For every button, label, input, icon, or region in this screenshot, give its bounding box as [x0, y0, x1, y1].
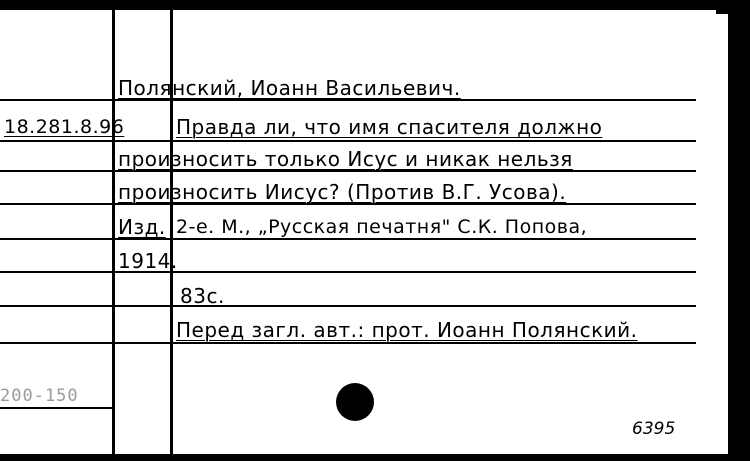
- inventory-number: 6395: [632, 419, 676, 439]
- card-edge: [716, 14, 728, 454]
- publication-year: 1914.: [118, 249, 178, 273]
- ruled-line: [0, 342, 696, 344]
- edition-label: Изд.: [118, 215, 166, 239]
- author-heading: Полянский, Иоанн Васильевич.: [118, 76, 461, 100]
- title-line-3: произносить Иисус? (Против В.Г. Усова).: [118, 180, 567, 204]
- column-rule-left: [112, 10, 115, 454]
- ruled-line: [0, 407, 112, 409]
- faded-stamp: 200-150: [0, 386, 79, 406]
- ruled-line: [0, 271, 696, 273]
- title-note: Перед загл. авт.: прот. Иоанн Полянский.: [176, 318, 638, 342]
- card-punch-hole: [336, 383, 374, 421]
- ruled-line: [0, 140, 696, 142]
- shelfmark: 18.281.8.96: [4, 116, 125, 138]
- page-count: 83с.: [180, 284, 225, 308]
- title-line-1: Правда ли, что имя спасителя должно: [176, 115, 603, 139]
- title-line-2: произносить только Исус и никак нельзя: [118, 147, 573, 171]
- edition-imprint: 2-е. М., „Русская печатня" С.К. Попова,: [176, 216, 588, 238]
- ruled-line: [0, 305, 696, 307]
